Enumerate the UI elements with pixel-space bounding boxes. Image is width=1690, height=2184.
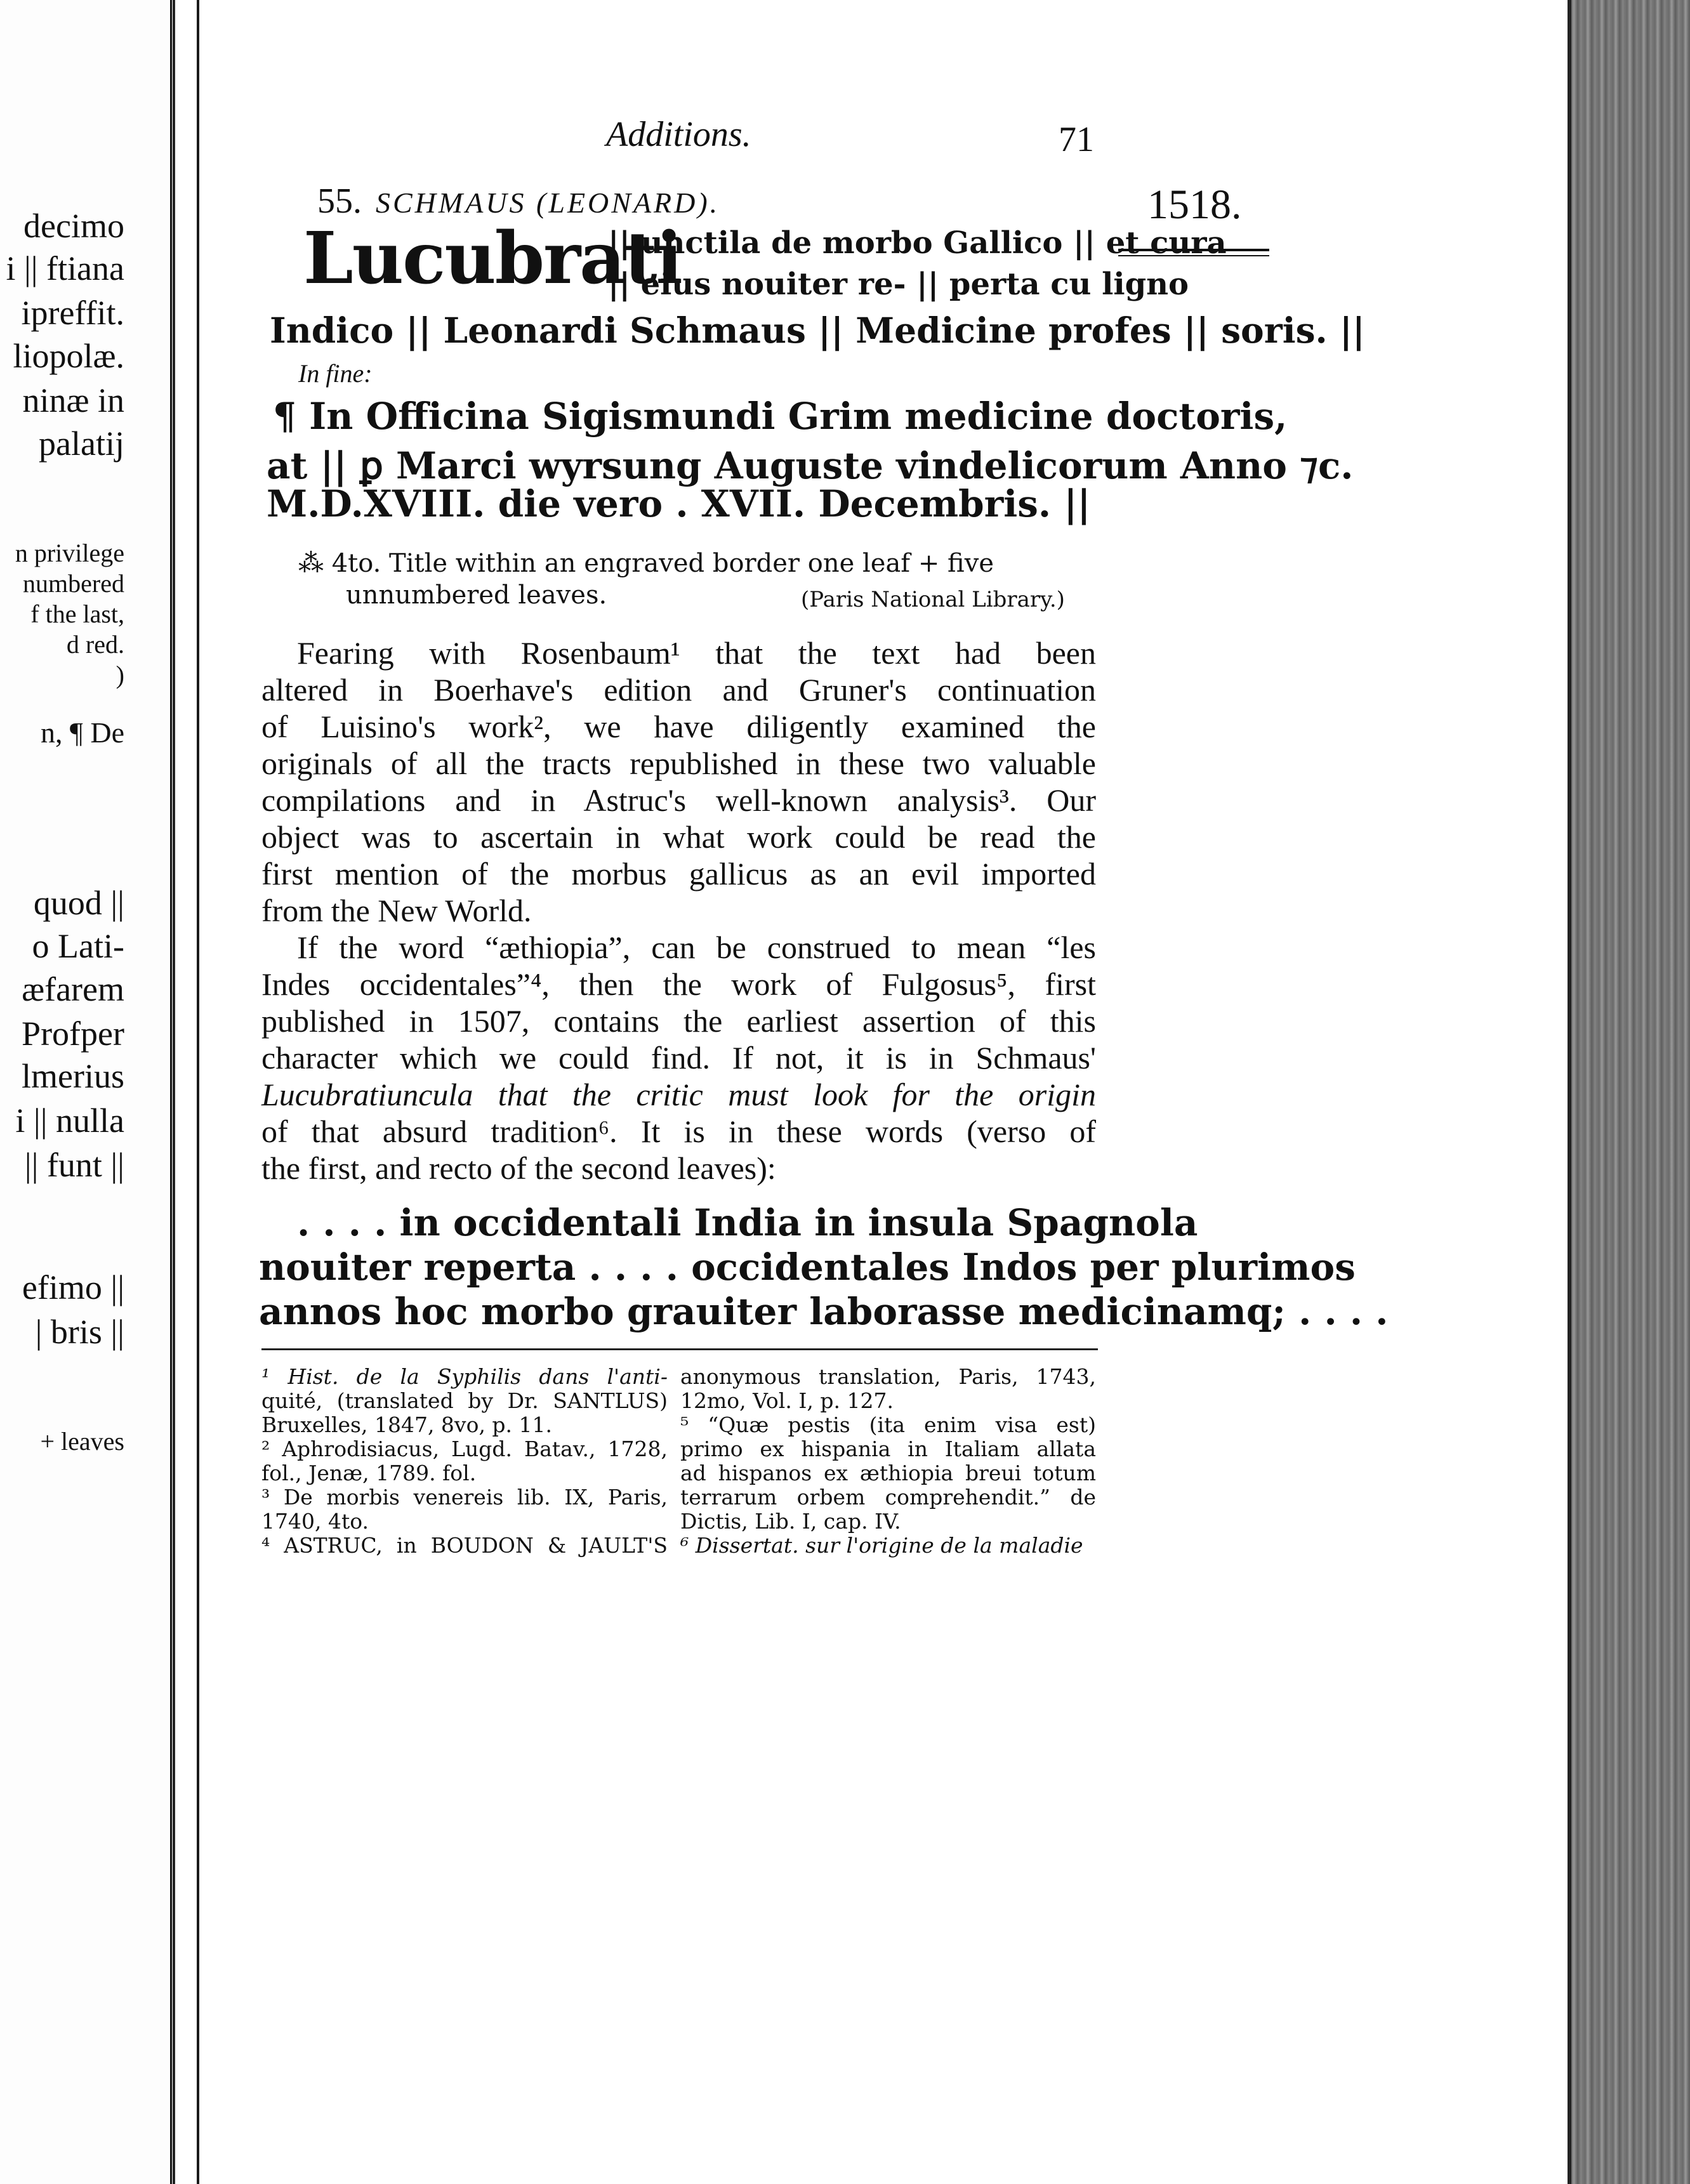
body-line: compilations and in Astruc's well-known analysis³. Our — [261, 782, 1096, 818]
title-line: || eius nouiter re- || perta cu ligno — [608, 266, 1189, 302]
body-line: Fearing with Rosenbaum¹ that the text had been — [297, 635, 1096, 671]
title-initial-word: Lucubrati — [303, 217, 682, 300]
footnote-line: 12mo, Vol. I, p. 127. — [680, 1388, 894, 1413]
footnote-line: fol., Jenæ, 1789. fol. — [261, 1461, 477, 1485]
quote-line: . . . . in occidentali India in insula Spagnola — [297, 1201, 1198, 1244]
bibliographic-description: unnumbered leaves. — [346, 581, 607, 610]
footnote-line: ad hispanos ex æthiopia breui totum — [680, 1461, 1096, 1485]
left-fragment: d red. — [66, 630, 124, 659]
entry-author: SCHMAUS (LEONARD). — [376, 187, 720, 219]
body-line: the first, and recto of the second leaves): — [261, 1150, 776, 1186]
colophon-line: ¶ In Officina Sigismundi Grim medicine doctoris, — [273, 395, 1288, 438]
left-fragment: æfarem — [22, 970, 124, 1008]
body-line: of that absurd tradition⁶. It is in these words (verso of — [261, 1114, 1096, 1149]
body-line: originals of all the tracts republished in these two valuable — [261, 746, 1096, 781]
left-fragment: Profper — [22, 1015, 124, 1053]
left-fragment: lmerius — [22, 1057, 124, 1095]
left-fragment: liopolæ. — [13, 337, 124, 375]
footnote-line: Dictis, Lib. I, cap. IV. — [680, 1509, 901, 1534]
in-fine-label: In fine: — [298, 359, 373, 388]
body-line: first mention of the morbus gallicus as an evil imported — [261, 856, 1096, 891]
footnote-line: ⁵ “Quæ pestis (ita enim visa est) — [680, 1412, 1096, 1437]
description-source: (Paris National Library.) — [801, 587, 1065, 612]
left-fragment: || funt || — [24, 1146, 124, 1184]
footnote-line: primo ex hispania in Italiam allata — [680, 1437, 1096, 1461]
footnote-line: ⁴ ASTRUC, in BOUDON & JAULT'S — [261, 1533, 668, 1558]
title-line: || unctila de morbo Gallico || et cura — [608, 225, 1227, 261]
left-fragment: ipreffit. — [21, 294, 124, 332]
gutter-line — [173, 0, 175, 2184]
left-fragment: i || nulla — [15, 1102, 124, 1140]
footnote-line: 1740, 4to. — [261, 1509, 369, 1534]
left-fragment: ) — [116, 661, 124, 689]
left-fragment: n, ¶ De — [41, 716, 124, 749]
body-line: published in 1507, contains the earliest assertion of this — [261, 1003, 1096, 1039]
footnote-line: terrarum orbem comprehendit.” de — [680, 1485, 1096, 1510]
body-line: If the word “æthiopia”, can be construed to mean “les — [297, 930, 1096, 965]
footnote-line: ³ De morbis venereis lib. IX, Paris, — [261, 1485, 668, 1510]
running-title: Additions. — [606, 115, 751, 154]
left-fragment: palatij — [39, 424, 124, 463]
left-fragment: i || ftiana — [6, 249, 124, 287]
body-line: Lucubratiuncula that the critic must look for the origin — [261, 1077, 1096, 1112]
left-fragment: + leaves — [40, 1427, 124, 1456]
left-fragment: n privilege — [15, 539, 124, 567]
footnote-line: ² Aphrodisiacus, Lugd. Batav., 1728, — [261, 1437, 668, 1461]
left-fragment: quod || — [33, 884, 124, 922]
page-number: 71 — [1059, 120, 1094, 159]
colophon-line: M.D.XVIII. die vero . XVII. Decembris. || — [267, 482, 1091, 525]
left-fragment: | bris || — [35, 1313, 124, 1351]
left-facing-page — [0, 0, 172, 2184]
footnote-line: quité, (translated by Dr. SANTLUS) — [261, 1388, 668, 1413]
left-fragment: efimo || — [22, 1268, 124, 1306]
bibliographic-description: ⁂ 4to. Title within an engraved border one leaf + five — [298, 549, 994, 578]
entry-heading — [317, 181, 720, 221]
gutter-line — [197, 0, 199, 2184]
body-line: character which we could find. If not, it is in Schmaus' — [261, 1040, 1096, 1076]
quote-line: annos hoc morbo grauiter laborasse medicinamq; . . . . — [259, 1290, 1389, 1333]
left-fragment: numbered — [23, 569, 124, 598]
colophon-line: at || ꝑ Marci wyrsung Auguste vindelicorum Anno ⁊c. — [267, 444, 1354, 487]
book-fore-edge-border — [1568, 0, 1571, 2184]
entry-number: 55. — [317, 181, 362, 221]
left-fragment: ninæ in — [22, 381, 124, 419]
quote-line: nouiter reperta . . . . occidentales Indos per plurimos — [259, 1246, 1356, 1289]
body-line: Indes occidentales”⁴, then the work of Fulgosus⁵, first — [261, 966, 1096, 1002]
body-line: of Luisino's work², we have diligently examined the — [261, 709, 1096, 744]
footnote-line: ⁶ Dissertat. sur l'origine de la maladie — [680, 1533, 1083, 1558]
footnote-line: anonymous translation, Paris, 1743, — [680, 1364, 1096, 1389]
body-line: altered in Boerhave's edition and Gruner's continuation — [261, 672, 1096, 707]
body-line: from the New World. — [261, 893, 532, 928]
left-fragment: o Lati- — [32, 927, 124, 965]
body-line: object was to ascertain in what work could be read the — [261, 819, 1096, 855]
margin-year: 1518. — [1147, 181, 1242, 228]
title-line: Indico || Leonardi Schmaus || Medicine profes || soris. || — [270, 310, 1365, 351]
footnote-line: ¹ Hist. de la Syphilis dans l'anti- — [261, 1364, 668, 1389]
left-fragment: decimo — [23, 207, 124, 245]
footnote-rule — [261, 1348, 1098, 1350]
footnote-line: Bruxelles, 1847, 8vo, p. 11. — [261, 1412, 553, 1437]
book-fore-edge — [1568, 0, 1690, 2184]
left-fragment: f the last, — [30, 600, 124, 628]
